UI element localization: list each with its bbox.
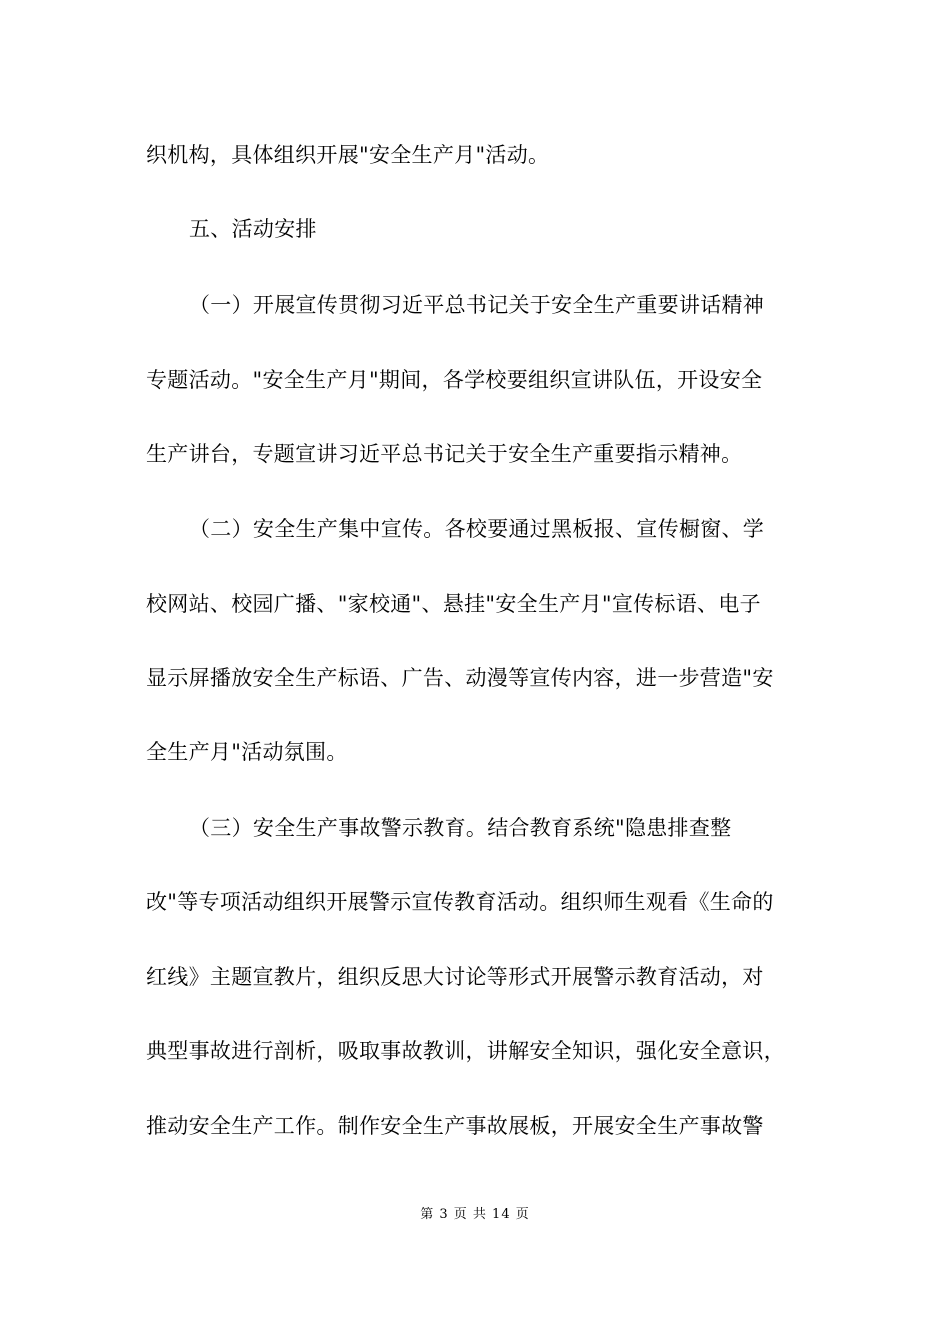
paragraph-line: 全生产月"活动氛围。 (146, 740, 348, 764)
paragraph-line: 典型事故进行剖析，吸取事故教训，讲解安全知识，强化安全意识， (146, 1039, 785, 1063)
paragraph-line: 推动安全生产工作。制作安全生产事故展板，开展安全生产事故警 (146, 1114, 764, 1138)
paragraph-line: 校网站、校园广播、"家校通"、悬挂"安全生产月"宣传标语、电子 (146, 592, 761, 616)
paragraph-line: （三）安全生产事故警示教育。结合教育系统"隐患排查整 (189, 816, 732, 840)
paragraph-line: 显示屏播放安全生产标语、广告、动漫等宣传内容，进一步营造"安 (146, 666, 774, 690)
paragraph-line: （二）安全生产集中宣传。各校要通过黑板报、宣传橱窗、学 (189, 517, 765, 541)
paragraph-line: 织机构，具体组织开展"安全生产月"活动。 (146, 143, 550, 167)
paragraph-line: 生产讲台，专题宣讲习近平总书记关于安全生产重要指示精神。 (146, 442, 743, 466)
paragraph-line: 专题活动。"安全生产月"期间，各学校要组织宣讲队伍，开设安全 (146, 368, 763, 392)
paragraph-line: 改"等专项活动组织开展警示宣传教育活动。组织师生观看《生命的 (146, 890, 774, 914)
paragraph-line: （一）开展宣传贯彻习近平总书记关于安全生产重要讲话精神 (189, 293, 765, 317)
paragraph-line: 红线》主题宣教片，组织反思大讨论等形式开展警示教育活动，对 (146, 965, 764, 989)
page-number-footer: 第 3 页 共 14 页 (420, 1207, 530, 1222)
section-heading: 五、活动安排 (189, 217, 317, 241)
